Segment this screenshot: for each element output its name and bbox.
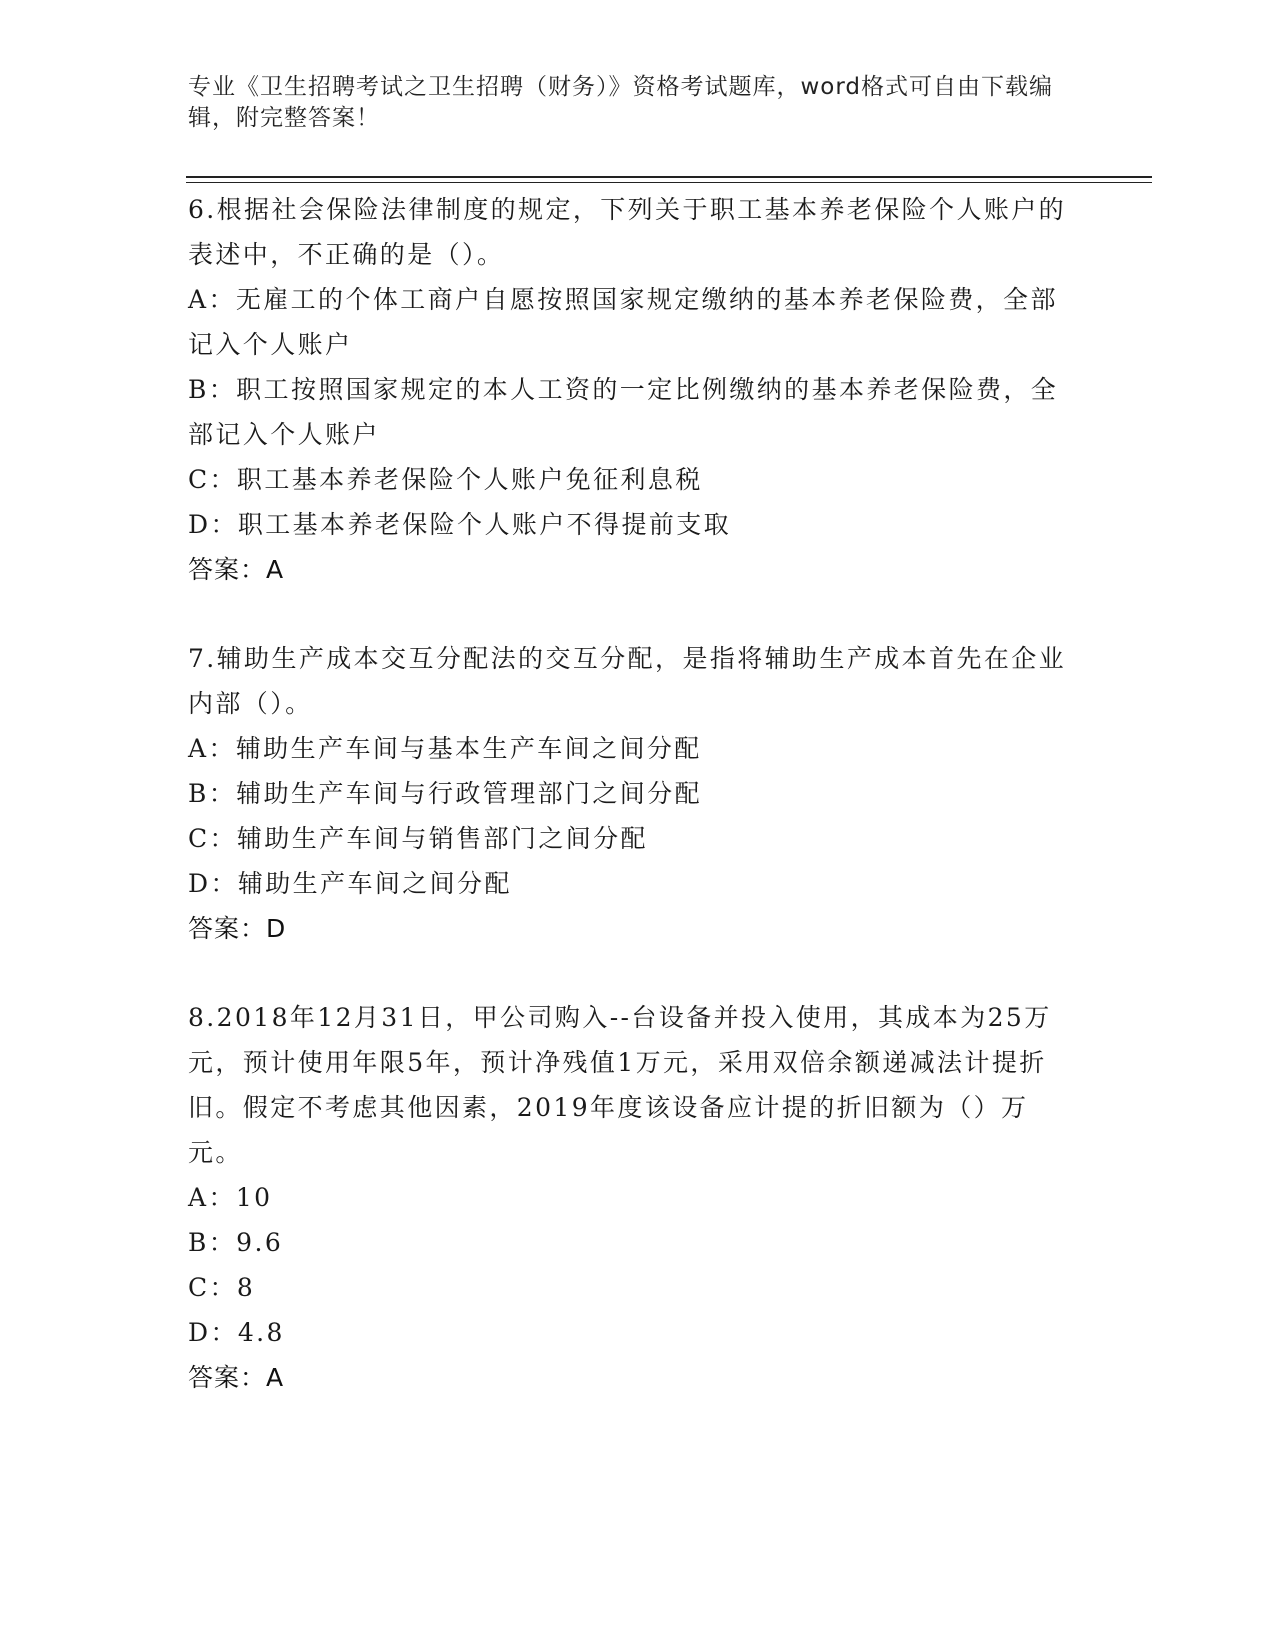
question-7 [188,636,1078,951]
option-a: A：10 [188,1183,273,1212]
header-rule-thin [186,182,1152,183]
option-d: D：辅助生产车间之间分配 [188,869,512,898]
answer-line: 答案：A [188,1363,285,1392]
question-stem: 7.辅助生产成本交互分配法的交互分配，是指将辅助生产成本首先在企业内部（）。 [188,644,1067,718]
option-c: C：职工基本养老保险个人账户免征利息税 [188,465,703,494]
option-d: D：4.8 [188,1318,285,1347]
question-6 [188,187,1078,592]
question-stem: 8.2018年12月31日，甲公司购入--台设备并投入使用，其成本为25万元，预计使用年限5年，预计净残值1万元，采用双倍余额递减法计提折旧。假定不考虑其他因素，2019年度该设备应计提的折旧额为（）万元。 [188,1003,1052,1167]
option-b: B：9.6 [188,1228,284,1257]
answer-line: 答案：A [188,555,285,584]
answer-line: 答案：D [188,914,287,943]
option-a: A：无雇工的个体工商户自愿按照国家规定缴纳的基本养老保险费，全部记入个人账户 [188,285,1058,359]
question-8 [188,995,1078,1400]
option-a: A：辅助生产车间与基本生产车间之间分配 [188,734,702,763]
option-d: D：职工基本养老保险个人账户不得提前支取 [188,510,732,539]
option-b: B：职工按照国家规定的本人工资的一定比例缴纳的基本养老保险费，全部记入个人账户 [188,375,1059,449]
question-stem: 6.根据社会保险法律制度的规定，下列关于职工基本养老保险个人账户的表述中，不正确的是（）。 [188,195,1067,269]
document-header: 专业《卫生招聘考试之卫生招聘（财务）》资格考试题库，word格式可自由下载编辑，附完整答案！ [188,74,1054,131]
option-c: C：8 [188,1273,256,1302]
header-rule-thick [186,176,1152,178]
question-list [188,187,1078,1400]
option-b: B：辅助生产车间与行政管理部门之间分配 [188,779,702,808]
option-c: C：辅助生产车间与销售部门之间分配 [188,824,648,853]
